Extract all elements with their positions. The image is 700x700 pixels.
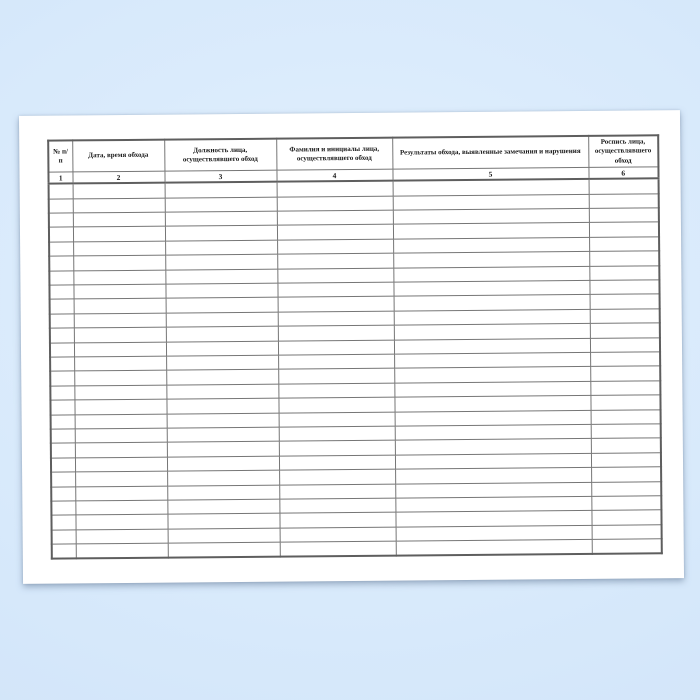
empty-cell xyxy=(589,194,659,209)
empty-cell xyxy=(589,237,659,252)
empty-cell xyxy=(393,179,589,196)
empty-cell xyxy=(590,381,660,396)
empty-cell xyxy=(591,467,661,482)
empty-cell xyxy=(590,309,660,324)
column-number: 1 xyxy=(48,172,72,184)
empty-cell xyxy=(49,256,73,271)
empty-cell xyxy=(50,328,74,343)
empty-cell xyxy=(591,409,661,424)
empty-cell xyxy=(165,211,277,226)
empty-cell xyxy=(590,323,660,338)
empty-cell xyxy=(590,395,660,410)
empty-cell xyxy=(166,298,278,313)
empty-cell xyxy=(49,227,73,242)
empty-cell xyxy=(167,485,279,500)
empty-cell xyxy=(75,500,167,515)
empty-cell xyxy=(278,383,394,398)
empty-cell xyxy=(279,426,395,441)
empty-cell xyxy=(278,369,394,384)
empty-cell xyxy=(76,529,168,544)
empty-cell xyxy=(74,313,166,328)
empty-cell xyxy=(590,294,660,309)
empty-cell xyxy=(277,239,393,254)
empty-cell xyxy=(51,501,75,516)
empty-cell xyxy=(75,471,167,486)
empty-cell xyxy=(590,352,660,367)
empty-cell xyxy=(49,213,73,228)
empty-cell xyxy=(589,179,659,195)
column-number: 3 xyxy=(164,170,276,182)
empty-cell xyxy=(279,455,395,470)
empty-cell xyxy=(589,265,659,280)
empty-cell xyxy=(167,413,279,428)
empty-cell xyxy=(75,486,167,501)
empty-cell xyxy=(52,530,76,545)
empty-cell xyxy=(52,544,76,559)
empty-cell xyxy=(165,226,277,241)
empty-cell xyxy=(76,543,168,559)
column-header-position: Должность лица, осуществлявшего обход xyxy=(164,139,276,172)
empty-cell xyxy=(277,210,393,225)
column-number: 2 xyxy=(72,171,164,183)
empty-cell xyxy=(51,458,75,473)
empty-cell xyxy=(589,208,659,223)
empty-cell xyxy=(75,514,167,529)
empty-cell xyxy=(277,282,393,297)
empty-cell xyxy=(49,271,73,286)
empty-cell xyxy=(166,312,278,327)
empty-cell xyxy=(166,326,278,341)
empty-cell xyxy=(166,398,278,413)
empty-cell xyxy=(168,542,280,558)
column-header-index: № п/п xyxy=(48,140,72,172)
empty-cell xyxy=(589,251,659,266)
empty-cell xyxy=(74,399,166,414)
empty-cell xyxy=(73,212,165,227)
empty-cell xyxy=(51,414,75,429)
empty-cell xyxy=(592,524,662,539)
empty-cell xyxy=(73,270,165,285)
empty-cell xyxy=(277,225,393,240)
empty-cell xyxy=(74,385,166,400)
empty-cell xyxy=(280,541,396,557)
empty-cell xyxy=(75,457,167,472)
empty-cell xyxy=(73,227,165,242)
empty-cell xyxy=(74,371,166,386)
empty-cell xyxy=(49,285,73,300)
empty-cell xyxy=(167,427,279,442)
empty-cell xyxy=(167,456,279,471)
empty-cell xyxy=(278,325,394,340)
empty-cell xyxy=(51,472,75,487)
empty-cell xyxy=(279,512,395,527)
empty-cell xyxy=(49,242,73,257)
empty-cell xyxy=(165,182,277,198)
empty-cell xyxy=(50,371,74,386)
column-header-results: Результаты обхода, выявленные замечания и нарушения xyxy=(392,136,588,170)
empty-cell xyxy=(279,484,395,499)
empty-cell xyxy=(165,254,277,269)
empty-cell xyxy=(74,356,166,371)
empty-cell xyxy=(278,340,394,355)
empty-cell xyxy=(168,528,280,543)
empty-cell xyxy=(50,357,74,372)
empty-cell xyxy=(279,469,395,484)
empty-cell xyxy=(277,196,393,211)
journal-table xyxy=(47,134,663,560)
empty-cell xyxy=(396,539,592,556)
empty-cell xyxy=(591,481,661,496)
empty-cell xyxy=(278,354,394,369)
empty-cell xyxy=(50,343,74,358)
empty-cell xyxy=(75,428,167,443)
empty-cell xyxy=(51,443,75,458)
empty-cell xyxy=(165,197,277,212)
column-number: 6 xyxy=(588,167,658,179)
empty-cell xyxy=(167,441,279,456)
empty-cell xyxy=(74,342,166,357)
empty-cell xyxy=(278,311,394,326)
empty-cell xyxy=(590,366,660,381)
empty-cell xyxy=(167,513,279,528)
empty-cell xyxy=(49,199,73,214)
empty-cell xyxy=(75,414,167,429)
table-header-row xyxy=(48,135,658,172)
empty-cell xyxy=(50,299,74,314)
empty-cell xyxy=(51,515,75,530)
document-page xyxy=(19,110,684,584)
empty-cell xyxy=(167,470,279,485)
empty-cell xyxy=(280,527,396,542)
empty-cell xyxy=(277,181,393,197)
empty-cell xyxy=(277,268,393,283)
empty-cell xyxy=(50,386,74,401)
empty-cell xyxy=(74,327,166,342)
empty-cell xyxy=(73,198,165,213)
empty-cell xyxy=(279,412,395,427)
empty-cell xyxy=(591,496,661,511)
empty-cell xyxy=(591,438,661,453)
column-number: 5 xyxy=(392,168,588,181)
empty-cell xyxy=(73,255,165,270)
empty-cell xyxy=(278,397,394,412)
empty-cell xyxy=(73,241,165,256)
column-header-name: Фамилия и инициалы лица, осуществлявшего обход xyxy=(276,138,392,171)
empty-cell xyxy=(73,183,165,199)
empty-cell xyxy=(166,355,278,370)
empty-cell xyxy=(279,440,395,455)
empty-cell xyxy=(589,280,659,295)
empty-cell xyxy=(279,498,395,513)
empty-cell xyxy=(591,510,661,525)
empty-cell xyxy=(591,453,661,468)
column-header-signature: Роспись лица, осуществлявшего обход xyxy=(588,135,658,167)
empty-cell xyxy=(278,297,394,312)
empty-cell xyxy=(590,337,660,352)
empty-cell xyxy=(166,384,278,399)
empty-cell xyxy=(50,314,74,329)
empty-cell xyxy=(591,424,661,439)
empty-cell xyxy=(165,269,277,284)
empty-cell xyxy=(51,429,75,444)
empty-cell xyxy=(165,283,277,298)
empty-cell xyxy=(277,253,393,268)
empty-cell xyxy=(50,400,74,415)
empty-cell xyxy=(589,222,659,237)
empty-cell xyxy=(73,284,165,299)
empty-cell xyxy=(165,240,277,255)
empty-cell xyxy=(75,442,167,457)
empty-cell xyxy=(166,341,278,356)
empty-cell xyxy=(74,299,166,314)
empty-cell xyxy=(49,184,73,199)
empty-cell xyxy=(167,499,279,514)
column-header-date-time: Дата, время обхода xyxy=(72,140,164,173)
empty-cell xyxy=(51,486,75,501)
empty-cell xyxy=(592,539,662,555)
column-number: 4 xyxy=(276,169,392,182)
empty-cell xyxy=(166,370,278,385)
